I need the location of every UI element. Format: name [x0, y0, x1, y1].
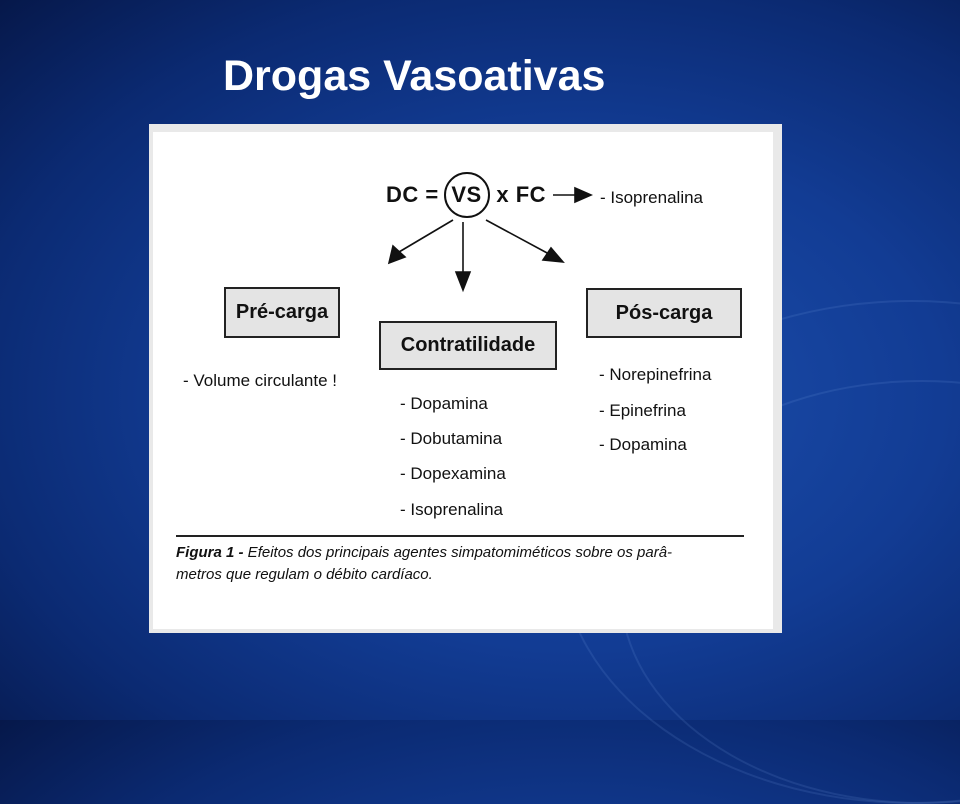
slide-title: Drogas Vasoativas: [223, 52, 606, 100]
caption-label: Figura 1 -: [176, 544, 244, 561]
caption-line-2: metros que regulam o débito cardíaco.: [176, 566, 433, 583]
isoprenalina-label: - Isoprenalina: [600, 188, 704, 207]
contratilidade-item: - Isoprenalina: [400, 500, 504, 519]
pre-carga-item: - Volume circulante !: [183, 371, 338, 390]
arrow-to-pre-carga: [399, 220, 453, 252]
vs-circle: [444, 172, 490, 218]
cardiac-output-formula: [386, 182, 546, 208]
pos-carga-item: - Norepinefrina: [599, 365, 712, 384]
pos-carga-item: - Epinefrina: [599, 401, 686, 420]
formula-vs: VS: [451, 182, 482, 207]
figure-caption: [176, 542, 766, 586]
contratilidade-item: - Dopamina: [400, 394, 488, 413]
pos-carga-item: - Dopamina: [599, 435, 687, 454]
arrowhead: [543, 248, 563, 262]
formula-dc: DC =: [386, 182, 439, 207]
contratilidade-box: Contratilidade: [379, 321, 557, 370]
caption-divider: [176, 535, 744, 537]
caption-line-1: Efeitos dos principais agentes simpatomiméticos sobre os parâ-: [243, 544, 673, 561]
pos-carga-box: Pós-carga: [586, 288, 742, 338]
figure-panel: [149, 124, 782, 633]
contratilidade-item: - Dobutamina: [400, 429, 503, 448]
formula-xfc: x FC: [496, 182, 547, 207]
contratilidade-item: - Dopexamina: [400, 464, 506, 483]
arrowhead: [389, 246, 405, 263]
arrowhead: [575, 188, 591, 202]
pre-carga-box: Pré-carga: [224, 287, 340, 338]
figure-content: [153, 132, 773, 629]
arrowhead: [456, 272, 470, 290]
arrow-to-pos-carga: [486, 220, 549, 254]
